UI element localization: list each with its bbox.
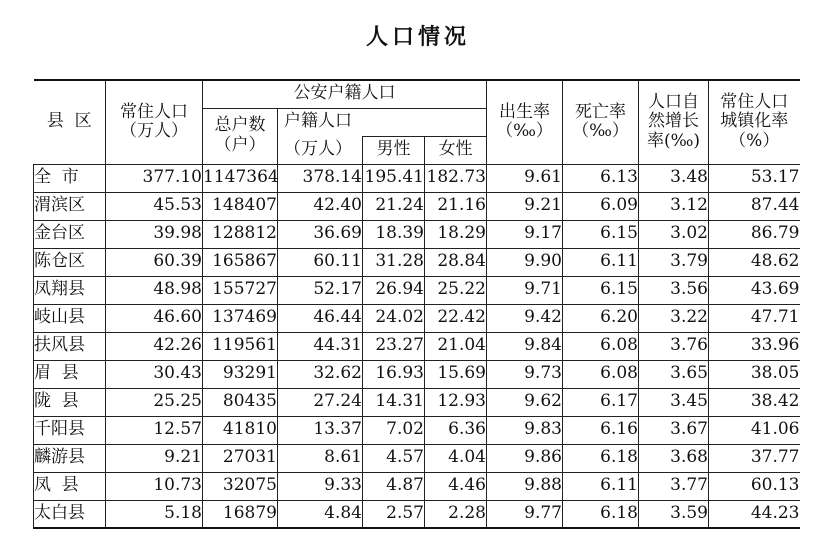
table-row — [34, 444, 800, 472]
resident-pop-header: 常住人口 （万人） — [106, 80, 203, 164]
county-cell: 扶风县 — [34, 332, 106, 360]
death-rate-cell: 6.08 — [563, 332, 639, 360]
table-row — [34, 192, 800, 220]
urbanization-cell: 44.23 — [709, 500, 800, 528]
households-cell: 137469 — [203, 304, 278, 332]
female-cell: 12.93 — [425, 388, 487, 416]
urbanization-cell: 87.44 — [709, 192, 800, 220]
female-cell: 21.16 — [425, 192, 487, 220]
households-cell: 148407 — [203, 192, 278, 220]
hukou-pop-cell: 36.69 — [278, 220, 363, 248]
female-header: 女性 — [425, 136, 487, 164]
county-cell: 麟游县 — [34, 444, 106, 472]
hukou-pop-cell: 9.33 — [278, 472, 363, 500]
death-rate-cell: 6.18 — [563, 444, 639, 472]
male-header: 男性 — [363, 136, 425, 164]
resident-pop-cell: 25.25 — [106, 388, 203, 416]
birth-rate-cell: 9.73 — [487, 360, 563, 388]
table-row — [34, 472, 800, 500]
natural-growth-cell: 3.02 — [639, 220, 709, 248]
urbanization-cell: 48.62 — [709, 248, 800, 276]
hukou-pop-cell: 52.17 — [278, 276, 363, 304]
male-cell: 14.31 — [363, 388, 425, 416]
urbanization-cell: 41.06 — [709, 416, 800, 444]
households-cell: 1147364 — [203, 164, 278, 192]
natural-growth-cell: 3.59 — [639, 500, 709, 528]
table-row — [34, 220, 800, 248]
male-cell: 18.39 — [363, 220, 425, 248]
death-rate-cell: 6.15 — [563, 220, 639, 248]
death-rate-header: 死亡率 （‰） — [563, 80, 639, 164]
natural-growth-cell: 3.56 — [639, 276, 709, 304]
female-cell: 28.84 — [425, 248, 487, 276]
male-cell: 23.27 — [363, 332, 425, 360]
urbanization-cell: 33.96 — [709, 332, 800, 360]
households-cell: 80435 — [203, 388, 278, 416]
death-rate-cell: 6.11 — [563, 472, 639, 500]
male-cell: 16.93 — [363, 360, 425, 388]
birth-rate-cell: 9.88 — [487, 472, 563, 500]
hukou-pop-cell: 32.62 — [278, 360, 363, 388]
female-cell: 21.04 — [425, 332, 487, 360]
female-cell: 4.04 — [425, 444, 487, 472]
death-rate-cell: 6.18 — [563, 500, 639, 528]
resident-pop-cell: 60.39 — [106, 248, 203, 276]
death-rate-cell: 6.08 — [563, 360, 639, 388]
female-cell: 2.28 — [425, 500, 487, 528]
households-cell: 119561 — [203, 332, 278, 360]
natural-growth-cell: 3.76 — [639, 332, 709, 360]
resident-pop-cell: 45.53 — [106, 192, 203, 220]
urbanization-cell: 60.13 — [709, 472, 800, 500]
male-cell: 31.28 — [363, 248, 425, 276]
birth-rate-cell: 9.62 — [487, 388, 563, 416]
table-row — [34, 248, 800, 276]
resident-pop-cell: 10.73 — [106, 472, 203, 500]
birth-rate-header: 出生率 （‰） — [487, 80, 563, 164]
hukou-pop-cell: 46.44 — [278, 304, 363, 332]
birth-rate-cell: 9.71 — [487, 276, 563, 304]
county-cell: 岐山县 — [34, 304, 106, 332]
resident-pop-cell: 5.18 — [106, 500, 203, 528]
death-rate-cell: 6.17 — [563, 388, 639, 416]
urbanization-cell: 43.69 — [709, 276, 800, 304]
natural-growth-cell: 3.48 — [639, 164, 709, 192]
female-cell: 15.69 — [425, 360, 487, 388]
hukou-pop-cell: 4.84 — [278, 500, 363, 528]
population-table — [33, 79, 800, 529]
resident-pop-cell: 39.98 — [106, 220, 203, 248]
female-cell: 4.46 — [425, 472, 487, 500]
table-row — [34, 304, 800, 332]
resident-pop-cell: 30.43 — [106, 360, 203, 388]
county-cell: 太白县 — [34, 500, 106, 528]
death-rate-cell: 6.15 — [563, 276, 639, 304]
natural-growth-cell: 3.67 — [639, 416, 709, 444]
natural-growth-cell: 3.79 — [639, 248, 709, 276]
county-cell: 凤翔县 — [34, 276, 106, 304]
county-header: 县 区 — [34, 80, 106, 164]
natural-growth-cell: 3.68 — [639, 444, 709, 472]
county-cell: 陈仓区 — [34, 248, 106, 276]
natural-growth-cell: 3.22 — [639, 304, 709, 332]
male-cell: 21.24 — [363, 192, 425, 220]
female-cell: 6.36 — [425, 416, 487, 444]
birth-rate-cell: 9.77 — [487, 500, 563, 528]
hukou-pop-cell: 13.37 — [278, 416, 363, 444]
hukou-pop-header: 户籍人口 — [278, 108, 487, 136]
hukou-pop-cell: 8.61 — [278, 444, 363, 472]
urbanization-cell: 47.71 — [709, 304, 800, 332]
male-cell: 195.41 — [363, 164, 425, 192]
hukou-unit-header: （万人） — [278, 136, 363, 164]
households-cell: 41810 — [203, 416, 278, 444]
female-cell: 22.42 — [425, 304, 487, 332]
natural-growth-cell: 3.77 — [639, 472, 709, 500]
resident-pop-cell: 12.57 — [106, 416, 203, 444]
households-cell: 32075 — [203, 472, 278, 500]
birth-rate-cell: 9.42 — [487, 304, 563, 332]
resident-pop-cell: 42.26 — [106, 332, 203, 360]
natural-growth-header: 人口自 然增长 率(‰) — [639, 80, 709, 164]
female-cell: 18.29 — [425, 220, 487, 248]
county-cell: 千阳县 — [34, 416, 106, 444]
table-row — [34, 276, 800, 304]
male-cell: 4.87 — [363, 472, 425, 500]
resident-pop-cell: 46.60 — [106, 304, 203, 332]
urbanization-cell: 37.77 — [709, 444, 800, 472]
hukou-pop-cell: 60.11 — [278, 248, 363, 276]
birth-rate-cell: 9.61 — [487, 164, 563, 192]
page-title: 人口情况 — [365, 25, 470, 50]
male-cell: 4.57 — [363, 444, 425, 472]
hukou-pop-cell: 42.40 — [278, 192, 363, 220]
table-row — [34, 360, 800, 388]
death-rate-cell: 6.16 — [563, 416, 639, 444]
households-header: 总户数 （户） — [203, 108, 278, 164]
male-cell: 7.02 — [363, 416, 425, 444]
resident-pop-cell: 48.98 — [106, 276, 203, 304]
female-cell: 25.22 — [425, 276, 487, 304]
households-cell: 27031 — [203, 444, 278, 472]
county-cell: 渭滨区 — [34, 192, 106, 220]
birth-rate-cell: 9.90 — [487, 248, 563, 276]
urbanization-header: 常住人口 城镇化率 （%） — [709, 80, 800, 164]
table-row — [34, 164, 800, 192]
county-cell: 陇 县 — [34, 388, 106, 416]
birth-rate-cell: 9.83 — [487, 416, 563, 444]
urbanization-cell: 86.79 — [709, 220, 800, 248]
death-rate-cell: 6.13 — [563, 164, 639, 192]
natural-growth-cell: 3.65 — [639, 360, 709, 388]
county-cell: 眉 县 — [34, 360, 106, 388]
urbanization-cell: 53.17 — [709, 164, 800, 192]
hukou-group-header: 公安户籍人口 — [203, 80, 487, 108]
female-cell: 182.73 — [425, 164, 487, 192]
urbanization-cell: 38.42 — [709, 388, 800, 416]
death-rate-cell: 6.20 — [563, 304, 639, 332]
county-cell: 凤 县 — [34, 472, 106, 500]
hukou-pop-cell: 378.14 — [278, 164, 363, 192]
households-cell: 16879 — [203, 500, 278, 528]
table-row — [34, 332, 800, 360]
households-cell: 128812 — [203, 220, 278, 248]
hukou-pop-cell: 27.24 — [278, 388, 363, 416]
natural-growth-cell: 3.12 — [639, 192, 709, 220]
table-row — [34, 500, 800, 528]
birth-rate-cell: 9.21 — [487, 192, 563, 220]
county-cell: 全 市 — [34, 164, 106, 192]
urbanization-cell: 38.05 — [709, 360, 800, 388]
male-cell: 24.02 — [363, 304, 425, 332]
male-cell: 26.94 — [363, 276, 425, 304]
birth-rate-cell: 9.84 — [487, 332, 563, 360]
table-body — [34, 164, 800, 528]
male-cell: 2.57 — [363, 500, 425, 528]
households-cell: 93291 — [203, 360, 278, 388]
hukou-pop-cell: 44.31 — [278, 332, 363, 360]
households-cell: 165867 — [203, 248, 278, 276]
birth-rate-cell: 9.17 — [487, 220, 563, 248]
natural-growth-cell: 3.45 — [639, 388, 709, 416]
county-cell: 金台区 — [34, 220, 106, 248]
resident-pop-cell: 9.21 — [106, 444, 203, 472]
resident-pop-cell: 377.10 — [106, 164, 203, 192]
birth-rate-cell: 9.86 — [487, 444, 563, 472]
death-rate-cell: 6.11 — [563, 248, 639, 276]
table-row — [34, 388, 800, 416]
households-cell: 155727 — [203, 276, 278, 304]
table-row — [34, 416, 800, 444]
death-rate-cell: 6.09 — [563, 192, 639, 220]
